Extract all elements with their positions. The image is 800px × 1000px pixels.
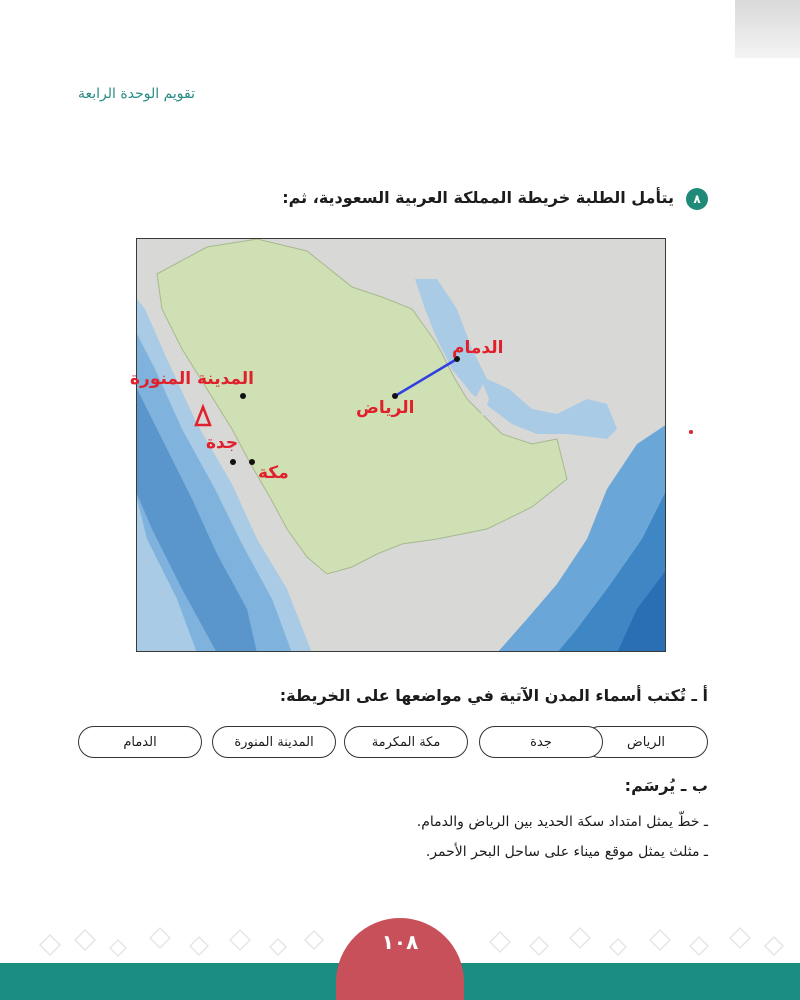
part-a-prompt: أ ـ تُكتب أسماء المدن الآتية في مواضعها على الخريطة:: [279, 686, 708, 705]
corner-shade: [735, 0, 800, 58]
part-b-item-railway: ـ خطّ يمثل امتداد سكة الحديد بين الرياض والدمام.: [416, 814, 708, 830]
option-pill-makkah: مكة المكرمة: [344, 726, 468, 758]
map-label-riyadh: الرياض: [356, 398, 415, 418]
map-label-makkah: مكة: [258, 463, 289, 483]
option-pill-madinah: المدينة المنورة: [212, 726, 336, 758]
option-pill-dammam: الدمام: [78, 726, 202, 758]
map-label-jeddah: جدة: [206, 433, 239, 453]
map-label-madinah: المدينة المنورة: [130, 369, 255, 389]
option-pill-riyadh: الرياض: [584, 726, 708, 758]
stray-mark: [689, 430, 693, 434]
part-b-item-port: ـ مثلث يمثل موقع ميناء على ساحل البحر الأحمر.: [425, 844, 708, 860]
part-b-prompt: ب ـ يُرسَم:: [624, 776, 708, 795]
question-text: يتأمل الطلبة خريطة المملكة العربية السعودية، ثم:: [282, 188, 674, 207]
question-number-badge: ٨: [686, 188, 708, 210]
page-number: ١٠٨: [381, 930, 419, 954]
unit-header-title: تقويم الوحدة الرابعة: [78, 86, 195, 102]
map-label-dammam: الدمام: [452, 338, 504, 358]
option-pill-jeddah: جدة: [479, 726, 603, 758]
